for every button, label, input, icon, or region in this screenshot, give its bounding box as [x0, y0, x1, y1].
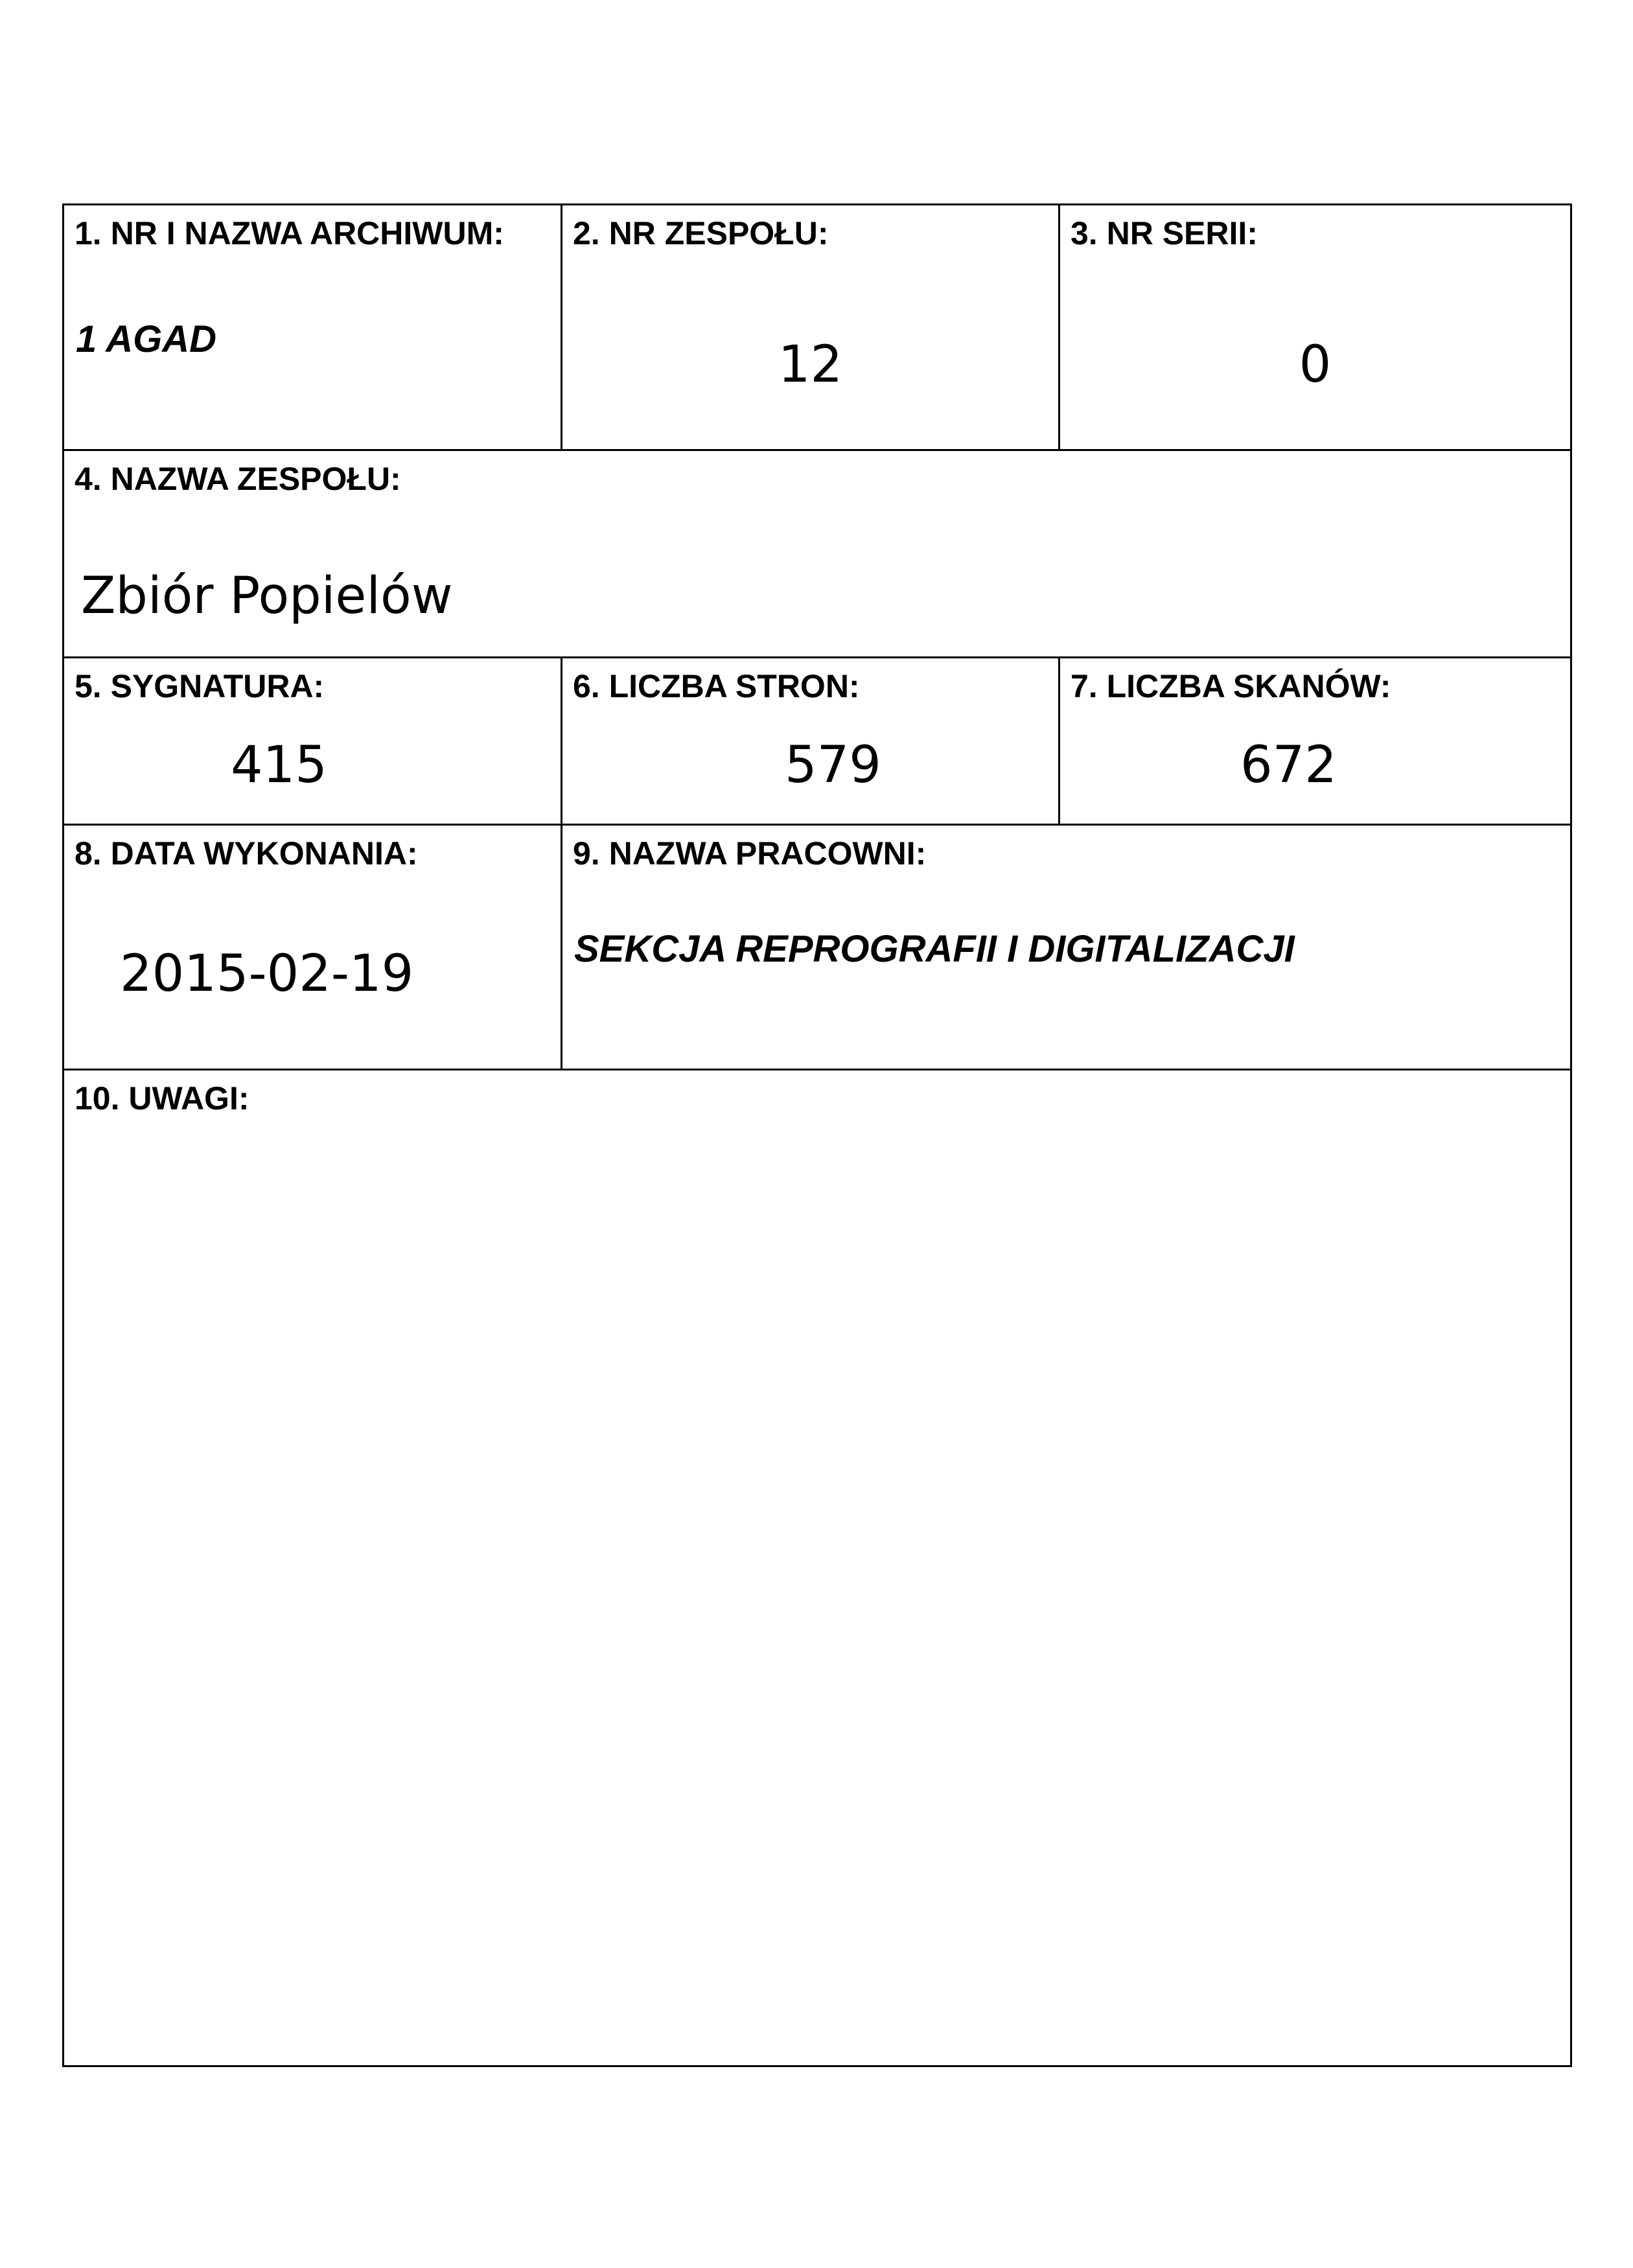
scan-metadata-form [62, 203, 1572, 2067]
date-label: 8. DATA WYKONANIA: [75, 835, 418, 872]
scan-count-cell [1058, 656, 1570, 824]
page-count-label: 6. LICZBA STRON: [573, 668, 860, 704]
date-cell [64, 824, 561, 1069]
date-value: 2015-02-19 [120, 945, 414, 1003]
signature-label: 5. SYGNATURA: [75, 668, 325, 704]
fonds-number-label: 2. NR ZESPOŁU: [573, 215, 829, 251]
series-number-label: 3. NR SERII: [1071, 215, 1258, 251]
signature-value: 415 [231, 736, 327, 794]
archive-value: 1 AGAD [76, 318, 216, 360]
fonds-name-cell [64, 449, 1570, 656]
fonds-name-value: Zbiór Popielów [81, 567, 453, 625]
archive-label: 1. NR I NAZWA ARCHIWUM: [75, 215, 504, 251]
scan-count-label: 7. LICZBA SKANÓW: [1071, 668, 1391, 704]
notes-cell [64, 1069, 1570, 2065]
workshop-label: 9. NAZWA PRACOWNI: [573, 835, 927, 872]
workshop-value: SEKCJA REPROGRAFII I DIGITALIZACJI [574, 928, 1295, 970]
page-count-cell [561, 656, 1058, 824]
archive-cell [64, 205, 561, 449]
series-number-value: 0 [1299, 336, 1332, 394]
page-count-value: 579 [785, 736, 881, 794]
fonds-name-label: 4. NAZWA ZESPOŁU: [75, 461, 401, 497]
scan-count-value: 672 [1240, 736, 1337, 794]
signature-cell [64, 656, 561, 824]
fonds-number-cell [561, 205, 1058, 449]
fonds-number-value: 12 [778, 336, 843, 394]
series-number-cell [1058, 205, 1570, 449]
notes-label: 10. UWAGI: [75, 1080, 249, 1117]
workshop-cell [561, 824, 1570, 1069]
